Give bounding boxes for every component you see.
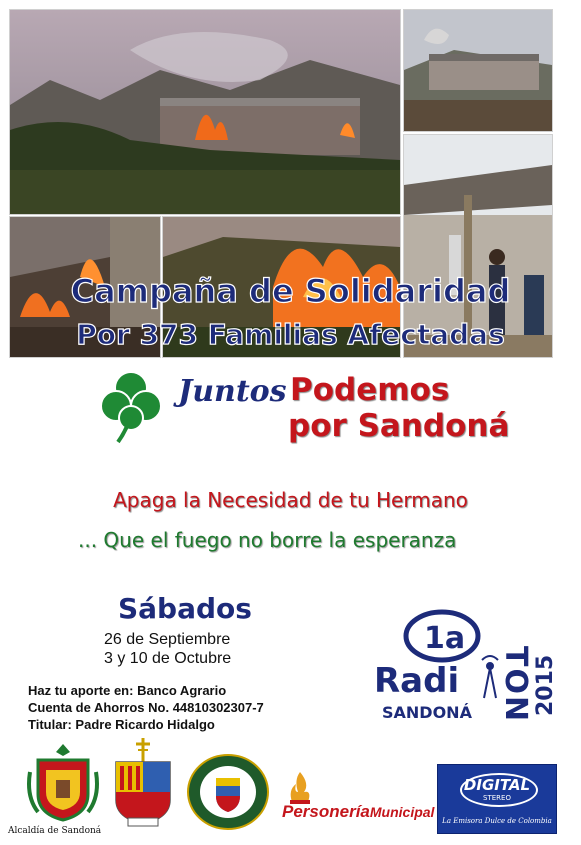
radiothon-number: 1a bbox=[424, 621, 466, 656]
donation-account: Cuenta de Ahorros No. 44810302307-7 bbox=[28, 700, 264, 715]
personeria-word: Personería bbox=[282, 802, 370, 821]
police-seal-logo bbox=[186, 752, 270, 832]
personeria-logo bbox=[282, 802, 434, 822]
podemos-text: Podemos bbox=[290, 372, 450, 408]
donation-bank: Haz tu aporte en: Banco Agrario bbox=[28, 683, 227, 698]
radiothon-radio: Radi bbox=[374, 661, 460, 701]
schedule-date2: 3 y 10 de Octubre bbox=[104, 650, 232, 667]
photo-burned-house-small bbox=[403, 9, 553, 132]
schedule-title: Sábados bbox=[118, 592, 252, 625]
radiothon-ton: TON bbox=[498, 646, 533, 724]
municipal-word: Municipal bbox=[369, 804, 435, 820]
alcaldia-caption: Alcaldía de Sandoná bbox=[8, 826, 102, 836]
digital-stereo-logo bbox=[437, 764, 557, 834]
donation-holder: Titular: Padre Ricardo Hidalgo bbox=[28, 717, 215, 732]
radiothon-year: 2015 bbox=[533, 654, 558, 716]
slogan-line2: ... Que el fuego no borre la esperanza bbox=[78, 528, 457, 552]
schedule-date1: 26 de Septiembre bbox=[104, 631, 231, 648]
radiothon-logo bbox=[372, 606, 558, 724]
digital-word: DIGITAL bbox=[463, 776, 531, 794]
alcaldia-shield-logo bbox=[24, 742, 102, 822]
church-shield-logo bbox=[110, 738, 176, 830]
radiothon-sandona: SANDONÁ bbox=[382, 703, 472, 722]
por-sandona-text: por Sandoná bbox=[288, 408, 510, 444]
antenna-icon bbox=[482, 656, 498, 698]
digital-tagline: La Emisora Dulce de Colombia bbox=[442, 817, 552, 825]
campaign-title-line1: Campaña de Solidaridad bbox=[70, 272, 511, 310]
slogan-line1: Apaga la Necesidad de tu Hermano bbox=[113, 488, 468, 512]
campaign-title-line2: Por 373 Familias Afectadas bbox=[76, 318, 505, 351]
donation-info bbox=[28, 682, 264, 733]
stereo-word: STEREO bbox=[483, 794, 511, 802]
personeria-flame-icon bbox=[286, 770, 314, 804]
photo-fire-house-large bbox=[9, 9, 401, 215]
juntos-script: Juntos bbox=[178, 374, 287, 409]
